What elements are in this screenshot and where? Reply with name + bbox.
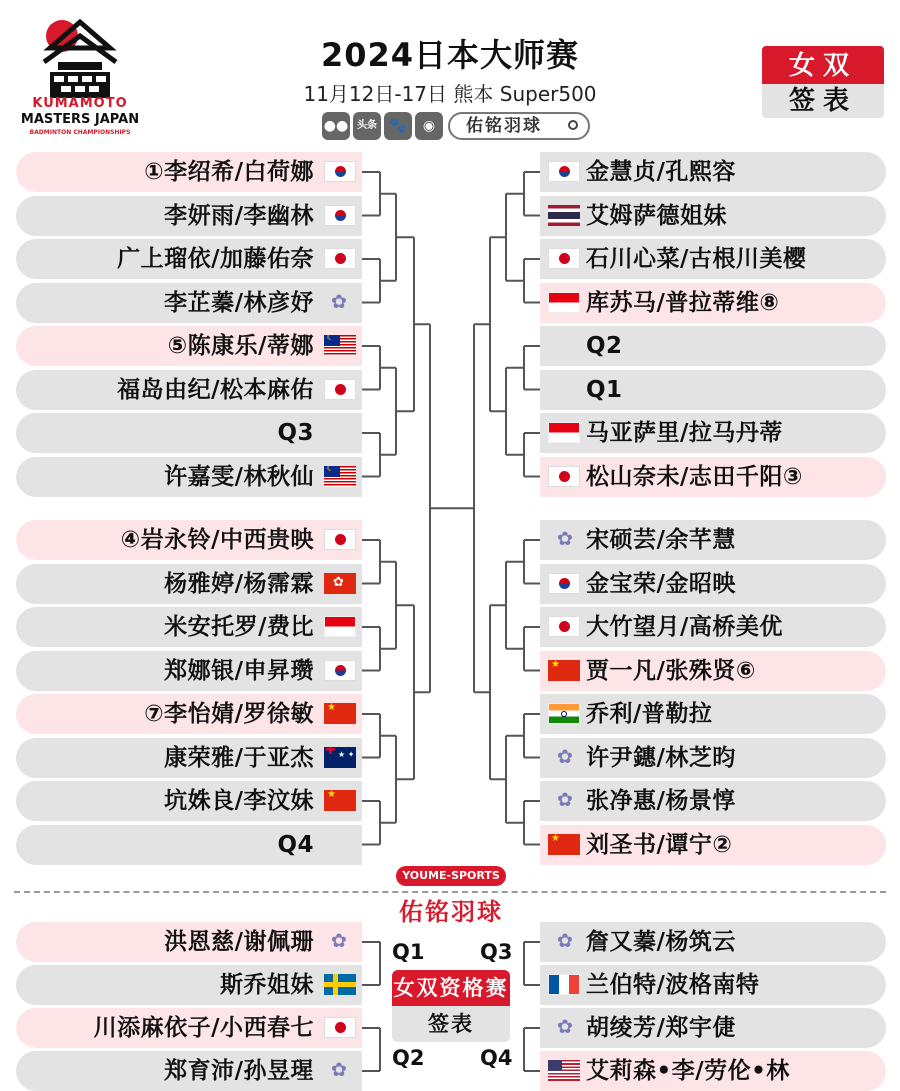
right_draw-entry[interactable] bbox=[540, 694, 886, 734]
player-pair-name: 胡绫芳/郑宇倢 bbox=[586, 1015, 736, 1041]
left_draw-entry[interactable] bbox=[16, 738, 362, 778]
right_draw-entry[interactable] bbox=[540, 413, 886, 453]
left_draw-entry[interactable] bbox=[16, 152, 362, 192]
left_draw-entry[interactable] bbox=[16, 607, 362, 647]
flag-id-icon bbox=[548, 422, 580, 443]
flag-id-icon bbox=[324, 616, 356, 637]
flag-au-icon bbox=[324, 747, 356, 768]
qualifying.left-entry[interactable] bbox=[16, 922, 362, 962]
brand-bottom: 佑铭羽球 bbox=[399, 898, 503, 926]
right_draw-entry[interactable] bbox=[540, 825, 886, 865]
left_draw-entry[interactable] bbox=[16, 413, 362, 453]
qualifying.left-entry[interactable] bbox=[16, 965, 362, 1005]
right_draw-entry[interactable] bbox=[540, 520, 886, 560]
baidu-icon[interactable]: 🐾 bbox=[384, 112, 412, 140]
logo-line1: KUMAMOTO bbox=[32, 96, 128, 111]
left_draw-entry[interactable] bbox=[16, 370, 362, 410]
qualifying.right-entry[interactable] bbox=[540, 1051, 886, 1091]
player-pair-name: ⑤陈康乐/蒂娜 bbox=[167, 333, 314, 359]
qualifying.right-entry[interactable] bbox=[540, 1008, 886, 1048]
qualifying.left-entry[interactable] bbox=[16, 1008, 362, 1048]
flag-th-icon bbox=[548, 205, 580, 226]
q4-label: Q4 bbox=[480, 1046, 513, 1070]
left_draw-entry[interactable] bbox=[16, 651, 362, 691]
left_draw-entry[interactable] bbox=[16, 326, 362, 366]
flag-jp-icon bbox=[324, 529, 356, 550]
player-pair-name: 福岛由纪/松本麻佑 bbox=[117, 376, 314, 403]
player-pair-name: 川添麻依子/小西春七 bbox=[93, 1015, 314, 1041]
player-pair-name: 乔利/普勒拉 bbox=[586, 701, 713, 727]
player-pair-name: 张净惠/杨景惇 bbox=[586, 788, 736, 814]
right_draw-entry[interactable] bbox=[540, 738, 886, 778]
flag-kr-icon bbox=[548, 161, 580, 182]
badge-bottom-text: 签表 bbox=[788, 86, 857, 116]
flag-jp-icon bbox=[548, 616, 580, 637]
right_draw-entry[interactable] bbox=[540, 326, 886, 366]
player-pair-name: ①李绍希/白荷娜 bbox=[144, 159, 314, 185]
player-pair-name: 石川心菜/古根川美樱 bbox=[586, 246, 807, 272]
left_draw-entry[interactable] bbox=[16, 520, 362, 560]
flag-my-icon bbox=[324, 466, 356, 487]
left_draw-entry[interactable] bbox=[16, 196, 362, 236]
player-pair-name: 贾一凡/张殊贤⑥ bbox=[586, 657, 756, 684]
flag-tpe-icon bbox=[554, 931, 576, 953]
qualifying.left-entry[interactable] bbox=[16, 1051, 362, 1091]
flag-cn-icon bbox=[548, 660, 580, 681]
player-pair-name: ⑦李怡婧/罗徐敏 bbox=[144, 701, 314, 727]
player-pair-name: Q4 bbox=[277, 831, 314, 858]
flag-id-icon bbox=[548, 292, 580, 313]
right_draw-entry[interactable] bbox=[540, 152, 886, 192]
player-pair-name: ④岩永铃/中西贵映 bbox=[120, 527, 314, 553]
left_draw-entry[interactable] bbox=[16, 564, 362, 604]
right_draw-entry[interactable] bbox=[540, 283, 886, 323]
flag-jp-icon bbox=[548, 248, 580, 269]
flag-cn-icon bbox=[324, 703, 356, 724]
player-pair-name: 坑姝良/李汶妹 bbox=[164, 788, 314, 814]
qualifying-tag-top-text: 女双资格赛 bbox=[393, 976, 509, 1000]
player-pair-name: 康荣雅/于亚杰 bbox=[164, 744, 314, 771]
q3-label: Q3 bbox=[480, 940, 513, 964]
flag-jp-icon bbox=[324, 379, 356, 400]
player-pair-name: Q1 bbox=[586, 376, 623, 403]
flag-tpe-icon bbox=[554, 529, 576, 551]
flag-kr-icon bbox=[324, 161, 356, 182]
flag-cn-icon bbox=[548, 834, 580, 855]
q1-label: Q1 bbox=[392, 940, 425, 964]
left_draw-entry[interactable] bbox=[16, 781, 362, 821]
search-label: 佑铭羽球 bbox=[466, 116, 542, 136]
flag-tpe-icon bbox=[554, 790, 576, 812]
right_draw-entry[interactable] bbox=[540, 607, 886, 647]
player-pair-name: 马亚萨里/拉马丹蒂 bbox=[586, 420, 783, 446]
player-pair-name: 洪恩慈/谢佩珊 bbox=[164, 929, 314, 955]
right_draw-entry[interactable] bbox=[540, 457, 886, 497]
player-pair-name: 詹又蓁/杨筑云 bbox=[586, 929, 736, 955]
player-pair-name: 松山奈未/志田千阳③ bbox=[586, 463, 803, 490]
logo-line3: BADMINTON CHAMPIONSHIPS bbox=[29, 129, 131, 136]
left_draw-entry[interactable] bbox=[16, 283, 362, 323]
q2-label: Q2 bbox=[392, 1046, 425, 1070]
flag-tpe-icon bbox=[554, 747, 576, 769]
player-pair-name: 郑育沛/孙昱瑆 bbox=[164, 1058, 314, 1084]
player-pair-name: 郑娜银/申昇瓒 bbox=[164, 657, 314, 684]
page-subtitle: 11月12日-17日 熊本 Super500 bbox=[303, 82, 597, 106]
wechat-icon[interactable]: ●● bbox=[322, 112, 350, 140]
player-pair-name: 米安托罗/费比 bbox=[164, 614, 314, 640]
player-pair-name: 艾姆萨德姐妹 bbox=[586, 202, 727, 229]
player-pair-name: 兰伯特/波格南特 bbox=[586, 972, 760, 998]
player-pair-name: 艾莉森•李/劳伦•林 bbox=[586, 1058, 790, 1084]
player-pair-name: 许嘉雯/林秋仙 bbox=[164, 463, 314, 490]
qualifying.right-entry[interactable] bbox=[540, 965, 886, 1005]
right_draw-entry[interactable] bbox=[540, 239, 886, 279]
flag-tpe-icon bbox=[328, 1060, 350, 1082]
flag-cn-icon bbox=[324, 790, 356, 811]
flag-kr-icon bbox=[324, 660, 356, 681]
player-pair-name: 李芷蓁/林彦妤 bbox=[164, 289, 314, 316]
flag-hk-icon bbox=[324, 573, 356, 594]
left_draw-entry[interactable] bbox=[16, 239, 362, 279]
page-title: 2024日本大师赛 bbox=[320, 36, 580, 74]
player-pair-name: Q2 bbox=[586, 333, 623, 359]
player-pair-name: 大竹望月/高桥美优 bbox=[586, 614, 783, 640]
flag-jp-icon bbox=[548, 466, 580, 487]
right_draw-entry[interactable] bbox=[540, 196, 886, 236]
logo-line2: MASTERS JAPAN bbox=[20, 112, 140, 127]
player-pair-name: 金宝荣/金昭映 bbox=[586, 570, 736, 597]
flag-my-icon bbox=[324, 335, 356, 356]
qualifying.right-entry[interactable] bbox=[540, 922, 886, 962]
flag-jp-icon bbox=[324, 248, 356, 269]
right_draw-entry[interactable] bbox=[540, 370, 886, 410]
flag-fr-icon bbox=[548, 974, 580, 995]
left_draw-entry[interactable] bbox=[16, 694, 362, 734]
flag-kr-icon bbox=[324, 205, 356, 226]
player-pair-name: 刘圣书/谭宁② bbox=[586, 831, 733, 858]
flag-in-icon bbox=[548, 703, 580, 724]
player-pair-name: 许尹鏸/林芝昀 bbox=[586, 744, 736, 771]
badge-top-text: 女双 bbox=[788, 51, 857, 81]
player-pair-name: Q3 bbox=[277, 420, 314, 446]
flag-tpe-icon bbox=[554, 1017, 576, 1039]
weibo-icon[interactable]: ◉ bbox=[415, 112, 443, 140]
toutiao-icon[interactable]: 头条 bbox=[353, 112, 381, 140]
flag-kr-icon bbox=[548, 573, 580, 594]
player-pair-name: 李妍雨/李幽林 bbox=[164, 202, 314, 229]
left_draw-entry[interactable] bbox=[16, 457, 362, 497]
right_draw-entry[interactable] bbox=[540, 564, 886, 604]
flag-tpe-icon bbox=[328, 931, 350, 953]
flag-us-icon bbox=[548, 1060, 580, 1081]
left_draw-entry[interactable] bbox=[16, 825, 362, 865]
player-pair-name: 金慧贞/孔熙容 bbox=[586, 159, 736, 185]
right_draw-entry[interactable] bbox=[540, 781, 886, 821]
brand-top: YOUME-SPORTS bbox=[402, 869, 500, 882]
player-pair-name: 广上瑠依/加藤佑奈 bbox=[117, 246, 314, 272]
flag-tpe-icon bbox=[328, 292, 350, 314]
flag-jp-icon bbox=[324, 1017, 356, 1038]
player-pair-name: 库苏马/普拉蒂维⑧ bbox=[586, 289, 780, 316]
right_draw-entry[interactable] bbox=[540, 651, 886, 691]
player-pair-name: 宋硕芸/余芊慧 bbox=[586, 527, 736, 553]
player-pair-name: 杨雅婷/杨霈霖 bbox=[164, 570, 314, 597]
qualifying-tag-bottom-text: 签表 bbox=[428, 1012, 474, 1036]
player-pair-name: 斯乔姐妹 bbox=[220, 972, 314, 998]
flag-se-icon bbox=[324, 974, 356, 995]
